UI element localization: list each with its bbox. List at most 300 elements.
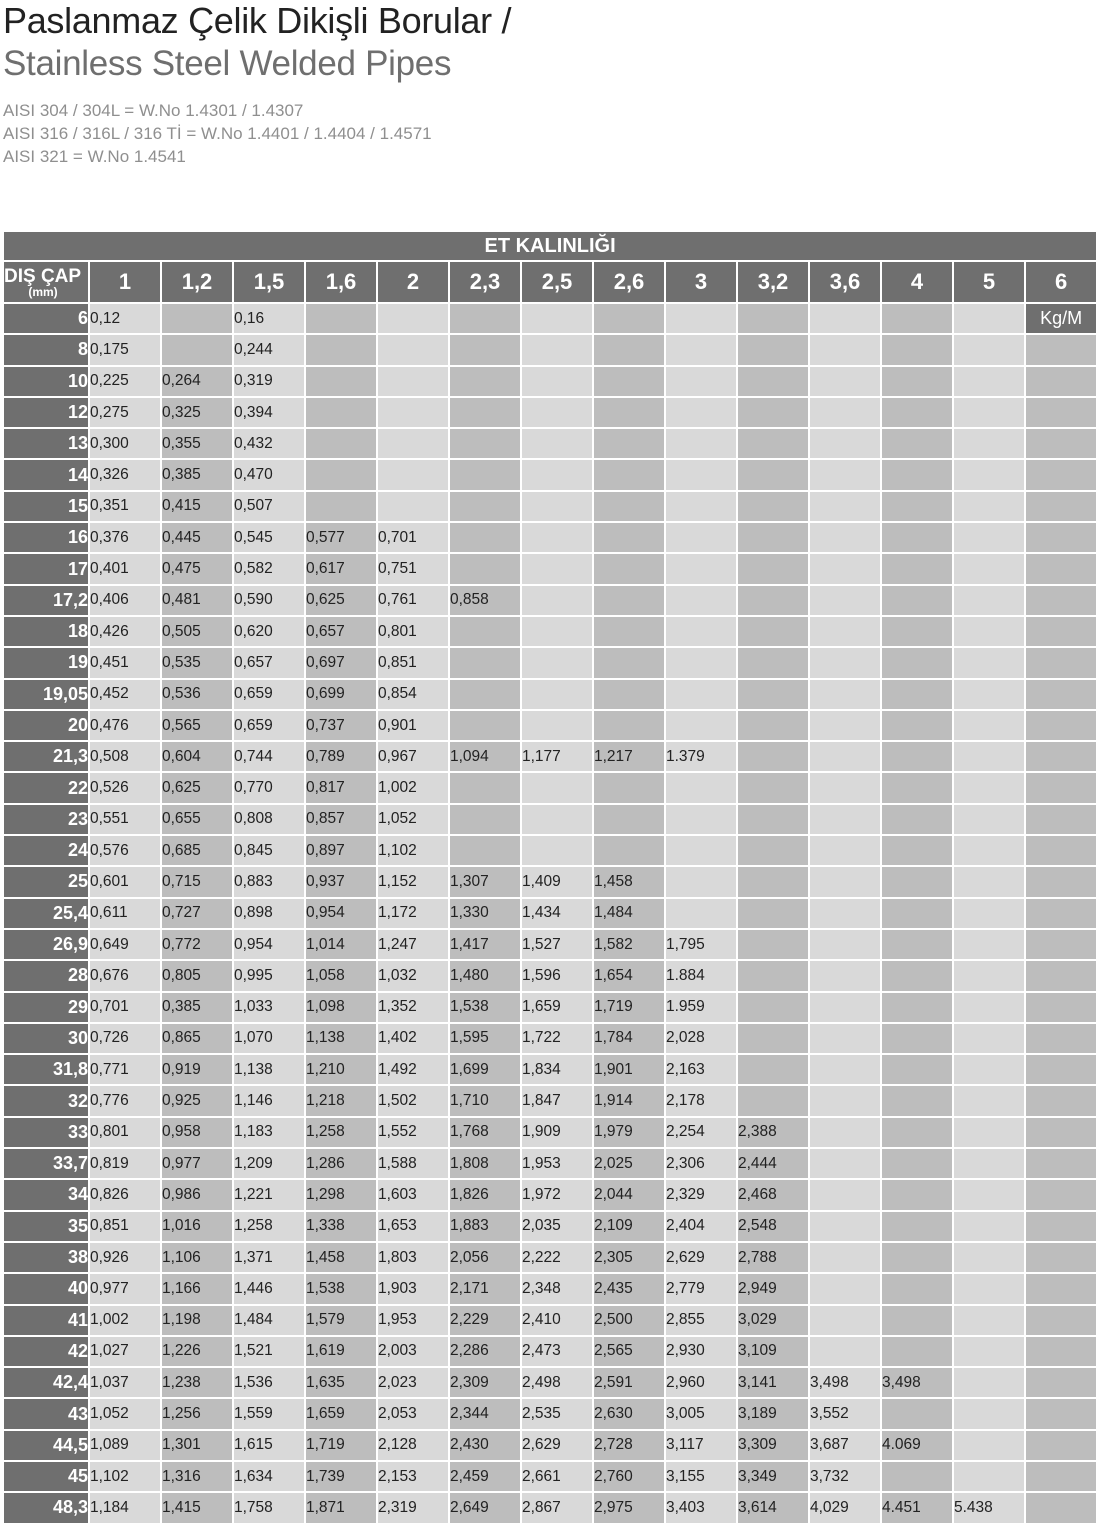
weight-cell: 1,484 bbox=[234, 1306, 304, 1335]
weight-cell bbox=[954, 899, 1024, 928]
weight-cell: 1,138 bbox=[234, 1055, 304, 1084]
weight-cell bbox=[738, 492, 808, 521]
weight-cell: 1,795 bbox=[666, 930, 736, 959]
outer-diameter-cell: 44,5 bbox=[4, 1431, 88, 1460]
weight-cell bbox=[738, 429, 808, 458]
weight-cell bbox=[882, 1243, 952, 1272]
table-row bbox=[4, 1368, 1096, 1397]
weight-cell: 1,226 bbox=[162, 1337, 232, 1366]
column-header-row bbox=[4, 262, 1096, 302]
weight-cell: 2,044 bbox=[594, 1180, 664, 1209]
outer-diameter-cell: 20 bbox=[4, 711, 88, 740]
weight-cell bbox=[522, 304, 592, 333]
weight-cell bbox=[666, 680, 736, 709]
standard-line: AISI 304 / 304L = W.No 1.4301 / 1.4307 bbox=[3, 101, 304, 120]
weight-cell: 1,480 bbox=[450, 961, 520, 990]
weight-cell bbox=[1026, 1462, 1096, 1491]
thickness-column-header: 2 bbox=[378, 262, 448, 302]
outer-diameter-cell: 34 bbox=[4, 1180, 88, 1209]
weight-cell: 0,967 bbox=[378, 742, 448, 771]
weight-cell: 0,659 bbox=[234, 711, 304, 740]
weight-cell bbox=[954, 335, 1024, 364]
weight-cell bbox=[450, 367, 520, 396]
weight-cell bbox=[882, 648, 952, 677]
weight-cell bbox=[450, 680, 520, 709]
weight-cell: 1,635 bbox=[306, 1368, 376, 1397]
weight-cell: 0,326 bbox=[90, 460, 160, 489]
weight-cell bbox=[1026, 961, 1096, 990]
weight-cell: 1,052 bbox=[90, 1399, 160, 1428]
outer-diameter-cell: 38 bbox=[4, 1243, 88, 1272]
weight-cell: 0,536 bbox=[162, 680, 232, 709]
weight-cell: 0,926 bbox=[90, 1243, 160, 1272]
weight-cell: 1,316 bbox=[162, 1462, 232, 1491]
weight-cell: 0,617 bbox=[306, 554, 376, 583]
weight-cell bbox=[1026, 523, 1096, 552]
weight-cell: 2,128 bbox=[378, 1431, 448, 1460]
weight-cell bbox=[522, 335, 592, 364]
weight-cell bbox=[594, 429, 664, 458]
weight-cell: 0,577 bbox=[306, 523, 376, 552]
outer-diameter-cell: 14 bbox=[4, 460, 88, 489]
weight-cell: 1,538 bbox=[450, 993, 520, 1022]
weight-cell bbox=[1026, 617, 1096, 646]
outer-diameter-unit: (mm) bbox=[28, 284, 58, 299]
weight-cell: 1,654 bbox=[594, 961, 664, 990]
weight-cell: 0,505 bbox=[162, 617, 232, 646]
weight-cell bbox=[738, 648, 808, 677]
table-row bbox=[4, 1243, 1096, 1272]
weight-cell: 0,789 bbox=[306, 742, 376, 771]
weight-cell: 1,538 bbox=[306, 1274, 376, 1303]
weight-cell bbox=[306, 304, 376, 333]
weight-cell: 3,403 bbox=[666, 1493, 736, 1522]
weight-cell: 2,171 bbox=[450, 1274, 520, 1303]
weight-cell: 0,898 bbox=[234, 899, 304, 928]
weight-cell: 0,376 bbox=[90, 523, 160, 552]
weight-cell: 1,286 bbox=[306, 1149, 376, 1178]
weight-cell bbox=[1026, 1274, 1096, 1303]
weight-cell: 0,526 bbox=[90, 773, 160, 802]
table-row bbox=[4, 617, 1096, 646]
weight-cell bbox=[378, 460, 448, 489]
outer-diameter-cell: 43 bbox=[4, 1399, 88, 1428]
weight-cell: 0,625 bbox=[306, 586, 376, 615]
weight-cell: 0,699 bbox=[306, 680, 376, 709]
weight-cell bbox=[954, 1368, 1024, 1397]
weight-cell bbox=[882, 773, 952, 802]
weight-cell bbox=[594, 335, 664, 364]
outer-diameter-cell: 12 bbox=[4, 398, 88, 427]
weight-cell: 1.959 bbox=[666, 993, 736, 1022]
weight-cell: 2,975 bbox=[594, 1493, 664, 1522]
weight-cell bbox=[1026, 335, 1096, 364]
weight-cell bbox=[738, 742, 808, 771]
weight-cell: 2,473 bbox=[522, 1337, 592, 1366]
weight-cell bbox=[1026, 554, 1096, 583]
outer-diameter-cell: 6 bbox=[4, 304, 88, 333]
weight-cell: 0,507 bbox=[234, 492, 304, 521]
table-row bbox=[4, 367, 1096, 396]
weight-cell bbox=[594, 680, 664, 709]
thickness-column-header: 6 bbox=[1026, 262, 1096, 302]
weight-cell bbox=[594, 711, 664, 740]
thickness-column-header: 3,6 bbox=[810, 262, 880, 302]
thickness-column-header: 2,5 bbox=[522, 262, 592, 302]
weight-cell bbox=[378, 335, 448, 364]
outer-diameter-cell: 8 bbox=[4, 335, 88, 364]
weight-cell bbox=[666, 899, 736, 928]
weight-cell: 3,155 bbox=[666, 1462, 736, 1491]
weight-cell bbox=[522, 805, 592, 834]
weight-cell bbox=[954, 523, 1024, 552]
weight-cell bbox=[810, 1306, 880, 1335]
weight-cell: 0,805 bbox=[162, 961, 232, 990]
weight-cell: 1,217 bbox=[594, 742, 664, 771]
weight-cell: 1,634 bbox=[234, 1462, 304, 1491]
weight-cell: 0,415 bbox=[162, 492, 232, 521]
outer-diameter-cell: 17,2 bbox=[4, 586, 88, 615]
weight-cell: 1,256 bbox=[162, 1399, 232, 1428]
weight-cell: 2,286 bbox=[450, 1337, 520, 1366]
weight-cell: 0,919 bbox=[162, 1055, 232, 1084]
weight-cell: 2,025 bbox=[594, 1149, 664, 1178]
table-row bbox=[4, 867, 1096, 896]
weight-cell: 0,451 bbox=[90, 648, 160, 677]
weight-cell bbox=[810, 1086, 880, 1115]
weight-cell: 2,305 bbox=[594, 1243, 664, 1272]
weight-cell bbox=[954, 1055, 1024, 1084]
outer-diameter-cell: 32 bbox=[4, 1086, 88, 1115]
weight-cell: 1,446 bbox=[234, 1274, 304, 1303]
weight-cell bbox=[882, 993, 952, 1022]
weight-cell bbox=[954, 554, 1024, 583]
weight-cell bbox=[666, 398, 736, 427]
weight-cell bbox=[522, 648, 592, 677]
weight-cell: 1,588 bbox=[378, 1149, 448, 1178]
weight-cell: 5.438 bbox=[954, 1493, 1024, 1522]
weight-cell: 1,152 bbox=[378, 867, 448, 896]
weight-cell bbox=[954, 867, 1024, 896]
weight-cell: 0,851 bbox=[378, 648, 448, 677]
weight-cell: 1,027 bbox=[90, 1337, 160, 1366]
weight-cell bbox=[594, 460, 664, 489]
weight-cell: 0,385 bbox=[162, 460, 232, 489]
weight-cell: 3,349 bbox=[738, 1462, 808, 1491]
weight-cell: 2,779 bbox=[666, 1274, 736, 1303]
weight-cell: 1,402 bbox=[378, 1024, 448, 1053]
weight-cell bbox=[162, 304, 232, 333]
weight-cell bbox=[810, 805, 880, 834]
weight-cell bbox=[738, 899, 808, 928]
weight-cell bbox=[522, 711, 592, 740]
weight-cell: 0,16 bbox=[234, 304, 304, 333]
weight-cell bbox=[954, 1118, 1024, 1147]
weight-cell bbox=[954, 304, 1024, 333]
weight-cell: 0,576 bbox=[90, 836, 160, 865]
weight-cell: 1,014 bbox=[306, 930, 376, 959]
thickness-column-header: 1,6 bbox=[306, 262, 376, 302]
weight-cell: 0,958 bbox=[162, 1118, 232, 1147]
weight-cell: 1,619 bbox=[306, 1337, 376, 1366]
weight-cell bbox=[594, 836, 664, 865]
outer-diameter-cell: 25,4 bbox=[4, 899, 88, 928]
weight-cell: 0,701 bbox=[378, 523, 448, 552]
weight-cell: 2,629 bbox=[666, 1243, 736, 1272]
weight-cell: 0,845 bbox=[234, 836, 304, 865]
weight-cell bbox=[954, 586, 1024, 615]
page-subtitle: Stainless Steel Welded Pipes bbox=[3, 44, 452, 83]
weight-cell: 0,508 bbox=[90, 742, 160, 771]
weight-cell: 1,979 bbox=[594, 1118, 664, 1147]
thickness-column-header: 3 bbox=[666, 262, 736, 302]
weight-cell: 2,329 bbox=[666, 1180, 736, 1209]
weight-cell bbox=[1026, 1180, 1096, 1209]
weight-cell bbox=[954, 398, 1024, 427]
weight-cell bbox=[1026, 1149, 1096, 1178]
weight-cell bbox=[810, 836, 880, 865]
weight-cell: 0,590 bbox=[234, 586, 304, 615]
weight-cell: 2,949 bbox=[738, 1274, 808, 1303]
weight-cell: 1,166 bbox=[162, 1274, 232, 1303]
weight-cell bbox=[954, 680, 1024, 709]
outer-diameter-cell: 31,8 bbox=[4, 1055, 88, 1084]
outer-diameter-cell: 30 bbox=[4, 1024, 88, 1053]
weight-cell: 2,222 bbox=[522, 1243, 592, 1272]
weight-cell bbox=[738, 711, 808, 740]
weight-cell bbox=[810, 1180, 880, 1209]
weight-cell: 0,770 bbox=[234, 773, 304, 802]
weight-cell bbox=[810, 492, 880, 521]
weight-cell bbox=[522, 523, 592, 552]
weight-cell: 2,319 bbox=[378, 1493, 448, 1522]
weight-cell: 2,498 bbox=[522, 1368, 592, 1397]
weight-cell: 1,595 bbox=[450, 1024, 520, 1053]
table-row bbox=[4, 899, 1096, 928]
outer-diameter-cell: 16 bbox=[4, 523, 88, 552]
thickness-column-header: 2,3 bbox=[450, 262, 520, 302]
weight-cell bbox=[882, 1274, 952, 1303]
weight-cell bbox=[666, 711, 736, 740]
weight-cell bbox=[1026, 1212, 1096, 1241]
weight-cell bbox=[666, 554, 736, 583]
table-row bbox=[4, 1149, 1096, 1178]
weight-cell bbox=[522, 836, 592, 865]
table-row bbox=[4, 398, 1096, 427]
weight-cell bbox=[450, 554, 520, 583]
weight-cell: 0,452 bbox=[90, 680, 160, 709]
weight-cell: 1,458 bbox=[306, 1243, 376, 1272]
weight-cell bbox=[306, 335, 376, 364]
outer-diameter-cell: 45 bbox=[4, 1462, 88, 1491]
weight-cell: 2,254 bbox=[666, 1118, 736, 1147]
outer-diameter-cell: 23 bbox=[4, 805, 88, 834]
weight-cell: 2,309 bbox=[450, 1368, 520, 1397]
weight-cell bbox=[594, 367, 664, 396]
weight-cell bbox=[810, 961, 880, 990]
weight-cell: 0,394 bbox=[234, 398, 304, 427]
weight-cell: 2,548 bbox=[738, 1212, 808, 1241]
weight-cell: 0,355 bbox=[162, 429, 232, 458]
weight-cell bbox=[522, 460, 592, 489]
weight-cell: 3,141 bbox=[738, 1368, 808, 1397]
weight-cell: 2,630 bbox=[594, 1399, 664, 1428]
table-row bbox=[4, 335, 1096, 364]
weight-cell: 1,258 bbox=[234, 1212, 304, 1241]
weight-cell: 1,002 bbox=[378, 773, 448, 802]
standard-line: AISI 316 / 316L / 316 Tİ = W.No 1.4401 / 1.4404 / 1.4571 bbox=[3, 124, 432, 143]
weight-cell: 2,930 bbox=[666, 1337, 736, 1366]
table-row bbox=[4, 1462, 1096, 1491]
weight-cell bbox=[450, 711, 520, 740]
weight-cell bbox=[882, 1118, 952, 1147]
weight-cell: 1,016 bbox=[162, 1212, 232, 1241]
weight-cell bbox=[882, 460, 952, 489]
weight-cell bbox=[1026, 1399, 1096, 1428]
weight-cell: 1,719 bbox=[306, 1431, 376, 1460]
weight-cell: 0,865 bbox=[162, 1024, 232, 1053]
weight-cell bbox=[1026, 1493, 1096, 1522]
weight-cell: 1,552 bbox=[378, 1118, 448, 1147]
outer-diameter-cell: 40 bbox=[4, 1274, 88, 1303]
table-row bbox=[4, 711, 1096, 740]
weight-cell bbox=[954, 429, 1024, 458]
weight-cell bbox=[954, 1274, 1024, 1303]
weight-cell bbox=[738, 617, 808, 646]
weight-cell bbox=[738, 867, 808, 896]
weight-cell: 2,960 bbox=[666, 1368, 736, 1397]
outer-diameter-cell: 41 bbox=[4, 1306, 88, 1335]
weight-cell: 0,977 bbox=[162, 1149, 232, 1178]
weight-cell bbox=[882, 805, 952, 834]
weight-cell bbox=[450, 523, 520, 552]
weight-cell bbox=[882, 680, 952, 709]
weight-cell bbox=[954, 1306, 1024, 1335]
weight-cell bbox=[810, 680, 880, 709]
weight-cell: 1,102 bbox=[90, 1462, 160, 1491]
weight-cell: 1,238 bbox=[162, 1368, 232, 1397]
weight-cell: 1,492 bbox=[378, 1055, 448, 1084]
weight-cell: 0,649 bbox=[90, 930, 160, 959]
weight-cell: 1,719 bbox=[594, 993, 664, 1022]
weight-cell bbox=[954, 711, 1024, 740]
weight-cell: 1,415 bbox=[162, 1493, 232, 1522]
weight-cell bbox=[378, 398, 448, 427]
weight-cell: 1,033 bbox=[234, 993, 304, 1022]
weight-cell: 1,834 bbox=[522, 1055, 592, 1084]
table-row bbox=[4, 1024, 1096, 1053]
weight-cell bbox=[810, 1055, 880, 1084]
weight-cell bbox=[882, 304, 952, 333]
table-row bbox=[4, 460, 1096, 489]
weight-cell bbox=[810, 398, 880, 427]
weight-cell bbox=[810, 1337, 880, 1366]
table-row bbox=[4, 1180, 1096, 1209]
weight-cell bbox=[810, 1118, 880, 1147]
weight-cell: 1,914 bbox=[594, 1086, 664, 1115]
weight-cell: 1,209 bbox=[234, 1149, 304, 1178]
outer-diameter-header bbox=[4, 262, 88, 302]
weight-cell bbox=[162, 335, 232, 364]
weight-cell bbox=[666, 367, 736, 396]
weight-cell bbox=[1026, 492, 1096, 521]
weight-cell: 0,476 bbox=[90, 711, 160, 740]
weight-cell: 1,559 bbox=[234, 1399, 304, 1428]
weight-cell: 2,410 bbox=[522, 1306, 592, 1335]
weight-cell: 2,306 bbox=[666, 1149, 736, 1178]
weight-cell: 4.069 bbox=[882, 1431, 952, 1460]
weight-cell bbox=[810, 617, 880, 646]
weight-cell bbox=[450, 398, 520, 427]
weight-cell bbox=[882, 1180, 952, 1209]
weight-cell bbox=[666, 492, 736, 521]
weight-cell: 1,596 bbox=[522, 961, 592, 990]
weight-cell bbox=[882, 836, 952, 865]
weight-cell: 1,972 bbox=[522, 1180, 592, 1209]
weight-cell: 1,615 bbox=[234, 1431, 304, 1460]
weight-cell: 0,858 bbox=[450, 586, 520, 615]
weight-cell bbox=[666, 304, 736, 333]
weight-cell bbox=[450, 836, 520, 865]
weight-cell bbox=[1026, 805, 1096, 834]
weight-cell bbox=[450, 304, 520, 333]
wall-thickness-header: ET KALINLIĞI bbox=[4, 232, 1096, 260]
weight-cell: 1,710 bbox=[450, 1086, 520, 1115]
weight-cell: 2,728 bbox=[594, 1431, 664, 1460]
weight-cell bbox=[1026, 711, 1096, 740]
weight-cell: 1,434 bbox=[522, 899, 592, 928]
weight-cell bbox=[810, 1243, 880, 1272]
weight-cell bbox=[882, 742, 952, 771]
weight-cell: 1,527 bbox=[522, 930, 592, 959]
weight-cell bbox=[954, 617, 1024, 646]
thickness-column-header: 3,2 bbox=[738, 262, 808, 302]
weight-cell: 1.884 bbox=[666, 961, 736, 990]
weight-cell bbox=[810, 523, 880, 552]
table-row bbox=[4, 773, 1096, 802]
weight-cell bbox=[810, 1024, 880, 1053]
weight-cell bbox=[306, 367, 376, 396]
weight-cell bbox=[954, 836, 1024, 865]
weight-cell: 2,023 bbox=[378, 1368, 448, 1397]
weight-cell: 3,552 bbox=[810, 1399, 880, 1428]
table-row bbox=[4, 492, 1096, 521]
weight-cell: 1,172 bbox=[378, 899, 448, 928]
weight-cell bbox=[1026, 867, 1096, 896]
weight-cell bbox=[810, 1149, 880, 1178]
weight-cell: 1,579 bbox=[306, 1306, 376, 1335]
weight-cell: 0,625 bbox=[162, 773, 232, 802]
weight-cell: 1,094 bbox=[450, 742, 520, 771]
outer-diameter-cell: 33 bbox=[4, 1118, 88, 1147]
weight-cell: 1,058 bbox=[306, 961, 376, 990]
weight-cell: 2,500 bbox=[594, 1306, 664, 1335]
weight-cell: 0,801 bbox=[90, 1118, 160, 1147]
weight-cell: 0,995 bbox=[234, 961, 304, 990]
weight-cell: 1,659 bbox=[522, 993, 592, 1022]
weight-cell: 2,760 bbox=[594, 1462, 664, 1491]
weight-cell bbox=[810, 367, 880, 396]
weight-cell: 1,210 bbox=[306, 1055, 376, 1084]
weight-cell: 1,653 bbox=[378, 1212, 448, 1241]
weight-cell: 2,229 bbox=[450, 1306, 520, 1335]
table-row bbox=[4, 1086, 1096, 1115]
weight-cell bbox=[450, 335, 520, 364]
weight-cell bbox=[594, 586, 664, 615]
weight-cell: 1,521 bbox=[234, 1337, 304, 1366]
weight-cell bbox=[1026, 1243, 1096, 1272]
weight-cell: 2,788 bbox=[738, 1243, 808, 1272]
